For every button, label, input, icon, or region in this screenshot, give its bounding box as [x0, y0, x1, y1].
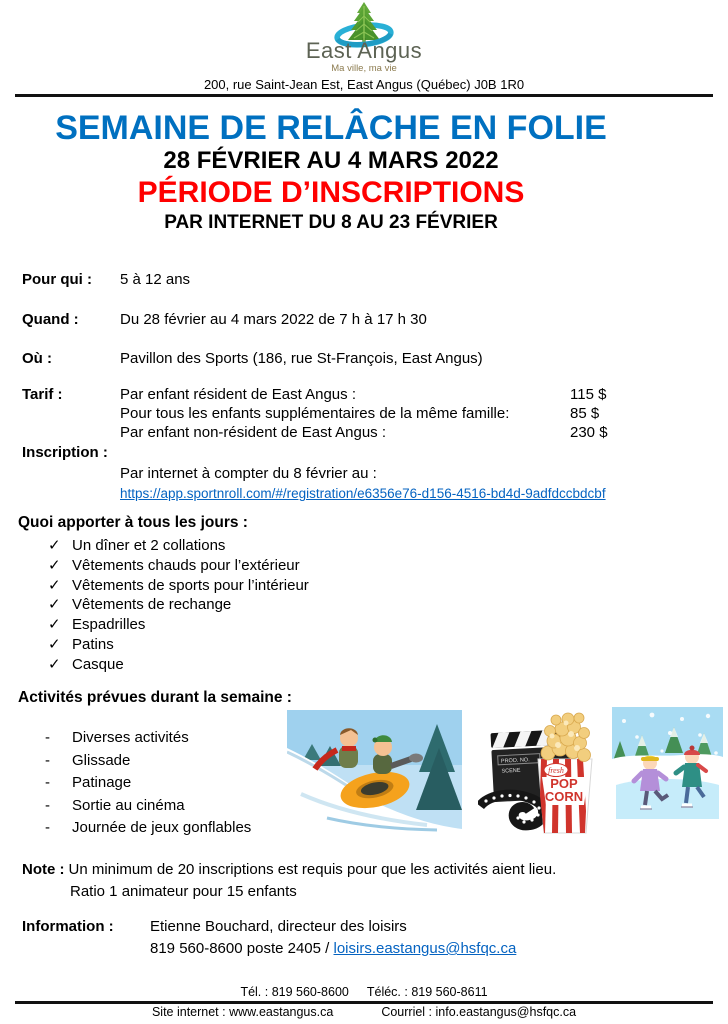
footer-website: Site internet : www.eastangus.ca — [151, 1005, 334, 1019]
activity-item-label: Journée de jeux gonflables — [72, 819, 252, 836]
popcorn-box — [538, 713, 592, 833]
tarif-desc-2: Pour tous les enfants supplémentaires de la même famille: — [120, 405, 510, 422]
check-icon: ✓ — [48, 616, 61, 634]
list-item — [48, 556, 309, 576]
logo-tagline: Ma ville, ma vie — [331, 63, 397, 74]
svg-text:CORN: CORN — [544, 789, 584, 804]
svg-text:fresh: fresh — [548, 766, 564, 775]
check-icon: ✓ — [48, 556, 61, 574]
contact-phone-line — [150, 940, 516, 957]
date-line: 28 FÉVRIER AU 4 MARS 2022 — [163, 147, 499, 174]
note-ratio-line: Ratio 1 animateur pour 15 enfants — [70, 883, 297, 900]
dash-bullet: - — [45, 796, 50, 814]
svg-text:SCENE: SCENE — [501, 767, 521, 775]
label-ou: Où : — [22, 350, 52, 367]
bring-item-label: Vêtements de rechange — [72, 596, 232, 614]
logo-title: East Angus — [305, 38, 423, 63]
contact-name: Etienne Bouchard, directeur des loisirs — [150, 918, 407, 935]
label-quand: Quand : — [22, 311, 79, 328]
tarif-price-2: 85 $ — [570, 405, 600, 422]
note-text: Un minimum de 20 inscriptions est requis pour que les activités aient lieu. — [68, 861, 557, 878]
check-icon: ✓ — [48, 576, 61, 594]
label-inscription: Inscription : — [22, 444, 108, 461]
dash-bullet: - — [45, 774, 50, 791]
list-item — [45, 817, 251, 840]
bring-item-label: Vêtements chauds pour l’extérieur — [72, 556, 300, 574]
bring-item-label: Espadrilles — [72, 616, 146, 634]
registration-link[interactable]: https://app.sportnroll.com/#/registration/e6356e76-d156-4516-bd4d-9adfdccbdcbf — [120, 486, 606, 501]
footer-phone-line — [0, 985, 728, 999]
check-icon: ✓ — [48, 635, 61, 653]
check-icon: ✓ — [48, 537, 61, 554]
activities-heading: Activités prévues durant la semaine : — [18, 689, 292, 706]
footer-fax: Téléc. : 819 560-8611 — [366, 985, 488, 999]
value-pour-qui: 5 à 12 ans — [120, 271, 191, 288]
label-tarif: Tarif : — [22, 386, 63, 403]
list-item — [48, 635, 309, 655]
check-icon: ✓ — [48, 596, 61, 614]
tarif-price-3: 230 $ — [570, 424, 608, 441]
label-pour-qui: Pour qui : — [22, 271, 92, 288]
main-title: SEMAINE DE RELÂCHE EN FOLIE — [55, 109, 607, 147]
activity-item-label: Sortie au cinéma — [72, 796, 185, 814]
check-icon: ✓ — [48, 655, 61, 673]
cinema-popcorn-image — [478, 701, 598, 838]
list-item — [48, 615, 309, 635]
activity-item-label: Diverses activités — [72, 729, 189, 746]
bring-item-label: Casque — [72, 655, 124, 673]
inscription-line: Par internet à compter du 8 février au : — [120, 465, 377, 482]
registration-title: PÉRIODE D’INSCRIPTIONS — [137, 176, 525, 209]
list-item — [45, 750, 251, 773]
tarif-price-1: 115 $ — [570, 386, 607, 403]
footer-divider — [15, 1001, 713, 1004]
list-item — [45, 727, 251, 750]
contact-email-link[interactable]: loisirs.eastangus@hsfqc.ca — [333, 940, 517, 957]
footer-web-line — [0, 1005, 728, 1019]
phone-number: 819 560-8600 poste 2405 / — [150, 940, 334, 957]
list-item — [48, 536, 309, 556]
list-item — [45, 772, 251, 795]
bring-item-label: Vêtements de sports pour l’intérieur — [72, 576, 309, 594]
activity-item-label: Glissade — [72, 751, 131, 769]
list-item — [48, 595, 309, 615]
value-ou: Pavillon des Sports (186, rue St-François, East Angus) — [120, 350, 483, 367]
information-label: Information : — [22, 918, 114, 935]
note-label: Note : — [22, 861, 65, 878]
tarif-desc-3: Par enfant non-résident de East Angus : — [120, 424, 387, 441]
bring-heading: Quoi apporter à tous les jours : — [18, 514, 248, 531]
footer-email: Courriel : info.eastangus@hsfqc.ca — [381, 1005, 577, 1019]
dash-bullet: - — [45, 751, 50, 769]
dash-bullet: - — [45, 729, 50, 746]
list-item — [48, 576, 309, 596]
note-line — [22, 861, 556, 878]
footer-tel: Tél. : 819 560-8600 — [240, 985, 349, 999]
list-item — [48, 655, 309, 675]
activity-item-label: Patinage — [72, 774, 132, 791]
svg-text:PROD. NO.: PROD. NO. — [500, 757, 530, 765]
snow-tubing-image — [287, 710, 462, 833]
svg-text:POP: POP — [550, 776, 578, 791]
dash-bullet: - — [45, 819, 50, 836]
bring-item-label: Un dîner et 2 collations — [72, 537, 226, 554]
bring-item-label: Patins — [72, 635, 114, 653]
list-item — [45, 795, 251, 818]
tarif-desc-1: Par enfant résident de East Angus : — [120, 386, 356, 403]
bring-list — [48, 536, 309, 675]
internet-subtitle: PAR INTERNET DU 8 AU 23 FÉVRIER — [164, 212, 498, 233]
header-address: 200, rue Saint-Jean Est, East Angus (Québec) J0B 1R0 — [203, 77, 525, 92]
activities-list — [45, 727, 251, 840]
value-quand: Du 28 février au 4 mars 2022 de 7 h à 17 h 30 — [120, 311, 427, 328]
header-divider — [15, 94, 713, 97]
ice-skating-image — [612, 707, 723, 827]
